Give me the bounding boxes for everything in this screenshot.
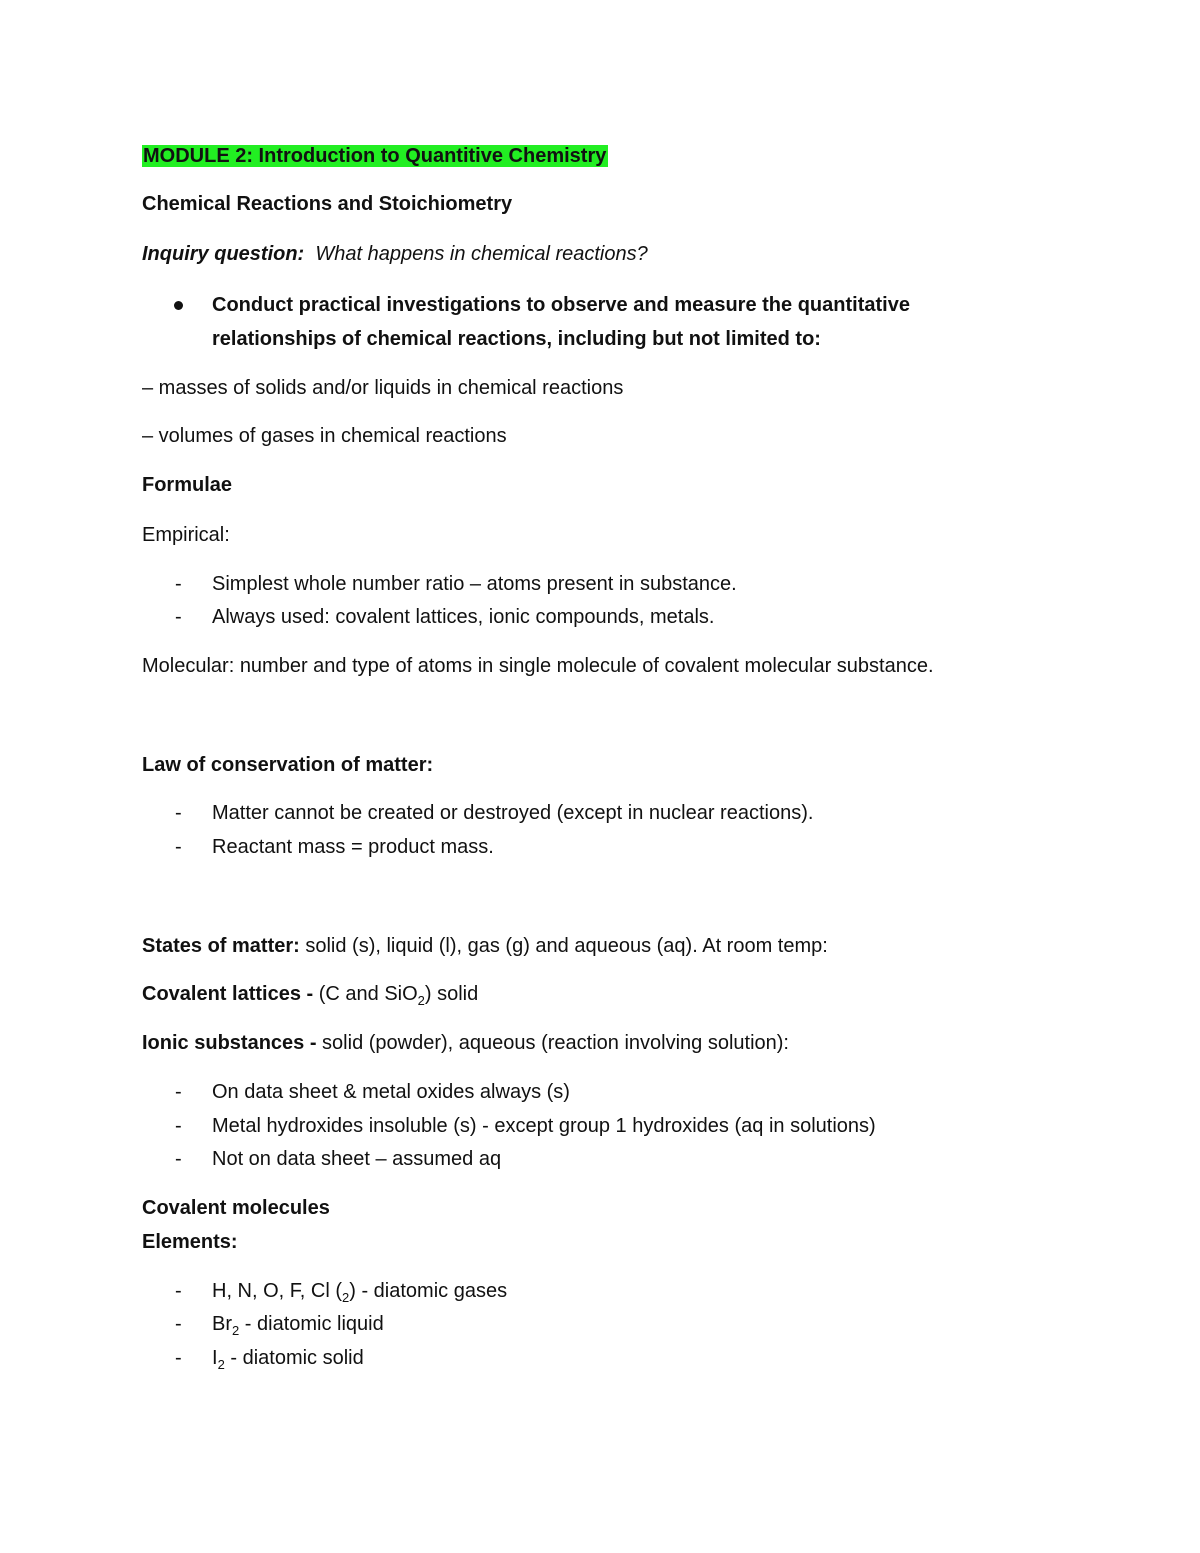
covalent-lattices-text-before: (C and SiO xyxy=(313,983,418,1005)
list-dash: - xyxy=(175,1280,182,1302)
bullet-point-line-2: relationships of chemical reactions, including but not limited to: xyxy=(212,328,821,350)
module-title xyxy=(142,143,608,169)
empirical-item-2: Always used: covalent lattices, ionic compounds, metals. xyxy=(212,606,715,628)
list-dash: - xyxy=(175,1347,182,1369)
ionic-text: solid (powder), aqueous (reaction involving solution): xyxy=(316,1032,789,1054)
element-item-1 xyxy=(212,1278,507,1304)
element-item-3 xyxy=(212,1345,364,1371)
element-item-text: - diatomic liquid xyxy=(239,1313,384,1335)
sub-point-masses: – masses of solids and/or liquids in chemical reactions xyxy=(142,377,624,399)
inquiry-label: Inquiry question: xyxy=(142,243,305,265)
element-item-text: I xyxy=(212,1347,218,1369)
inquiry-question xyxy=(142,241,648,267)
elements-heading: Elements: xyxy=(142,1231,238,1253)
covalent-molecules-heading: Covalent molecules xyxy=(142,1197,330,1219)
bullet-point-line-1: Conduct practical investigations to observe and measure the quantitative xyxy=(212,294,910,316)
list-dash: - xyxy=(175,802,182,824)
list-dash: - xyxy=(175,1313,182,1335)
sub-point-volumes: – volumes of gases in chemical reactions xyxy=(142,425,507,447)
empirical-label: Empirical: xyxy=(142,524,230,546)
ionic-item-1: On data sheet & metal oxides always (s) xyxy=(212,1081,570,1103)
covalent-lattices-text-after: ) solid xyxy=(424,983,479,1005)
list-dash: - xyxy=(175,573,182,595)
conservation-item-2: Reactant mass = product mass. xyxy=(212,836,494,858)
covalent-lattices-label: Covalent lattices - xyxy=(142,983,314,1005)
ionic-item-3: Not on data sheet – assumed aq xyxy=(212,1148,502,1170)
element-item-text: ) - diatomic gases xyxy=(349,1280,508,1302)
ionic-substances-line xyxy=(142,1030,789,1056)
module-title-highlight: MODULE 2: Introduction to Quantitive Chemistry xyxy=(143,145,607,167)
states-of-matter xyxy=(142,933,828,959)
bullet-dot-icon xyxy=(174,301,183,310)
section-title: Chemical Reactions and Stoichiometry xyxy=(142,193,513,215)
formulae-heading: Formulae xyxy=(142,474,233,496)
list-dash: - xyxy=(175,836,182,858)
list-dash: - xyxy=(175,1081,182,1103)
conservation-heading: Law of conservation of matter: xyxy=(142,754,434,776)
subscript: 2 xyxy=(232,1323,240,1338)
inquiry-text: What happens in chemical reactions? xyxy=(315,243,648,265)
list-dash: - xyxy=(175,1115,182,1137)
states-text: solid (s), liquid (l), gas (g) and aqueous (aq). At room temp: xyxy=(299,935,828,957)
subscript: 2 xyxy=(217,1357,225,1372)
ionic-label: Ionic substances - xyxy=(142,1032,317,1054)
element-item-text: H, N, O, F, Cl ( xyxy=(212,1280,342,1302)
empirical-item-1: Simplest whole number ratio – atoms present in substance. xyxy=(212,573,737,595)
list-dash: - xyxy=(175,1148,182,1170)
list-dash: - xyxy=(175,606,182,628)
element-item-text: Br xyxy=(212,1313,232,1335)
conservation-item-1: Matter cannot be created or destroyed (except in nuclear reactions). xyxy=(212,802,814,824)
ionic-item-2: Metal hydroxides insoluble (s) - except group 1 hydroxides (aq in solutions) xyxy=(212,1115,876,1137)
states-label: States of matter: xyxy=(142,935,300,957)
molecular-definition: Molecular: number and type of atoms in single molecule of covalent molecular substance. xyxy=(142,655,934,677)
covalent-lattices-line xyxy=(142,981,478,1007)
subscript: 2 xyxy=(417,993,425,1008)
subscript: 2 xyxy=(342,1290,350,1305)
element-item-text: - diatomic solid xyxy=(224,1347,364,1369)
element-item-2 xyxy=(212,1311,384,1337)
